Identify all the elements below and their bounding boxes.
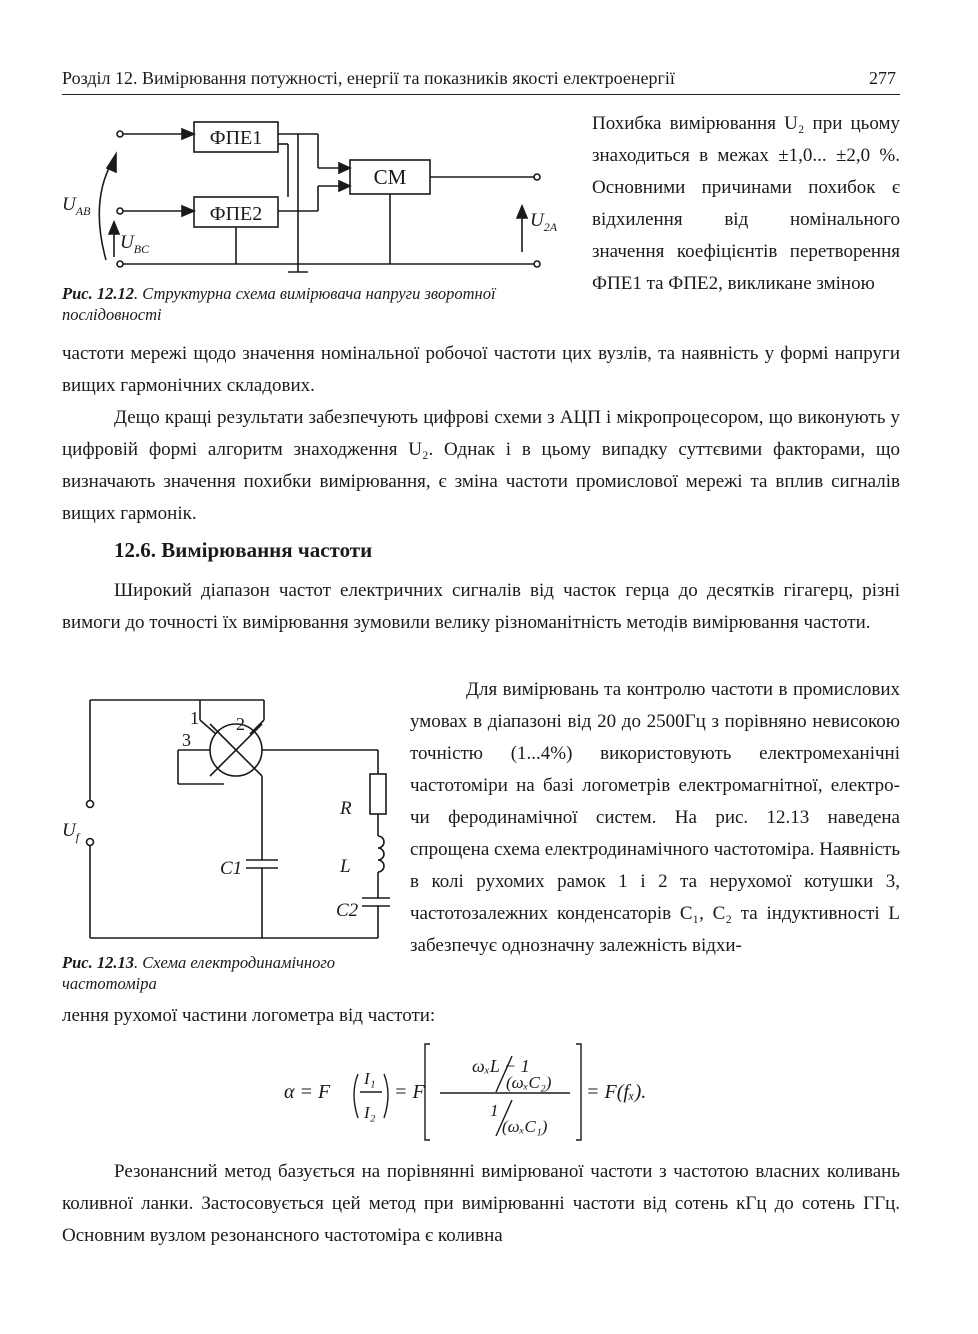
formula-i2: I₂	[364, 1103, 376, 1122]
formula-alpha: α = F	[284, 1081, 331, 1103]
caption-number: Рис. 12.13	[62, 953, 134, 972]
inductor-label: L	[340, 856, 351, 877]
figure-12-13-diagram	[60, 690, 390, 948]
figure-12-13-caption	[62, 952, 392, 994]
caption-text: . Схема електродинамічного частотоміра	[62, 953, 336, 993]
uab-label: $U_{AB}$	[62, 194, 91, 218]
section-heading: 12.6. Вимірювання частоти	[114, 538, 373, 562]
paragraph-4-continued: лення рухомої частини логометра від частоти:	[62, 1005, 436, 1026]
cm-label: СМ	[373, 165, 407, 189]
caption-text: . Структурна схема вимірювача напруги зворотної послідовності	[62, 284, 496, 324]
u2a-label: $U_{2A}$	[530, 210, 558, 234]
paragraph-5: Резонансний метод базується на порівнянні вимірюваної частоти з частотою власних коливань коливної ланки. Застосовується цей метод при вимірюванні частоти від сотень кГц до сотень ГГц. Основним вузлом резонансного частотоміра є коливна	[62, 1161, 900, 1246]
formula-eq: = F	[394, 1081, 425, 1103]
running-header	[62, 66, 900, 95]
paragraph-1-continued: частоти мережі щодо значення номінальної робочої частоти цих вузлів, та наявність у формі напруги вищих гармонічних складових.	[62, 343, 900, 396]
formula-i1: I₁	[364, 1069, 376, 1088]
uf-label: $U_f$	[62, 820, 80, 844]
fpe1-label: ФПЕ1	[209, 127, 263, 149]
frequency-formula	[280, 1038, 700, 1144]
paragraph-1: Похибка вимірювання U₂ при цьому знаходиться в межах ±1,0... ±2,0 %. Основними причинами похибок є відхилення від номінального значення коефіцієнтів перетворення ФПЕ1 та ФПЕ2, викликане зміною	[592, 113, 900, 294]
header-title: Розділ 12. Вимірювання потужності, енергії та показників якості електроенергії	[62, 68, 675, 88]
coil-1-label: 1	[190, 708, 199, 728]
formula-num-den: (ωₓC₂)	[506, 1073, 552, 1092]
formula-num: ωₓL − 1	[472, 1056, 530, 1076]
paragraph-4: Для вимірювань та контролю частоти в промислових умовах в діапазоні від 20 до 2500Гц з порівняно невисокою точністю (1...4%) використовують електромеханічні частотоміри на базі логометрів електромагнітної, електро- чи феродинамічної систем. На рис. 12.13 наведена спрощена схема електродинамічного частотоміра. Наявність в колі рухомих рамок 1 і 2 та нерухомої котушки 3, частотозалежних конденсаторів C₁, C₂ та індуктивності L забезпечує однозначну залежність відхи-	[410, 679, 900, 956]
fpe2-label: ФПЕ2	[209, 203, 263, 225]
c2-label: C2	[336, 900, 359, 921]
paragraph-2: Дещо кращі результати забезпечують цифрові схеми з АЦП і мікропроцесором, що виконують у цифровій формі алгоритм знаходження U₂. Однак і в цьому випадку суттєвими факторами, що визначають значення похибки вимірювання, є зміна частоти промислової мережі та вплив сигналів вищих гармонік.	[62, 407, 900, 524]
coil-2-label: 2	[236, 714, 245, 734]
caption-number: Рис. 12.12	[62, 284, 134, 303]
formula-den-top: 1	[490, 1101, 499, 1120]
page-number: 277	[869, 68, 896, 88]
coil-3-label: 3	[182, 730, 191, 750]
figure-12-12-diagram	[60, 112, 560, 284]
formula-den-bot: (ωₓC₁)	[502, 1117, 548, 1136]
paragraph-3: Широкий діапазон частот електричних сигналів від часток герца до десятків гігагерц, різні вимоги до точності їх вимірювання зумовили велику різноманітність методів вимірювання частоти.	[62, 580, 900, 633]
ubc-label: $U_{BC}$	[120, 232, 150, 256]
resistor-label: R	[340, 798, 352, 819]
formula-result: = F(fₓ).	[586, 1081, 647, 1103]
c1-label: C1	[220, 858, 243, 879]
figure-12-12-caption	[62, 283, 557, 325]
